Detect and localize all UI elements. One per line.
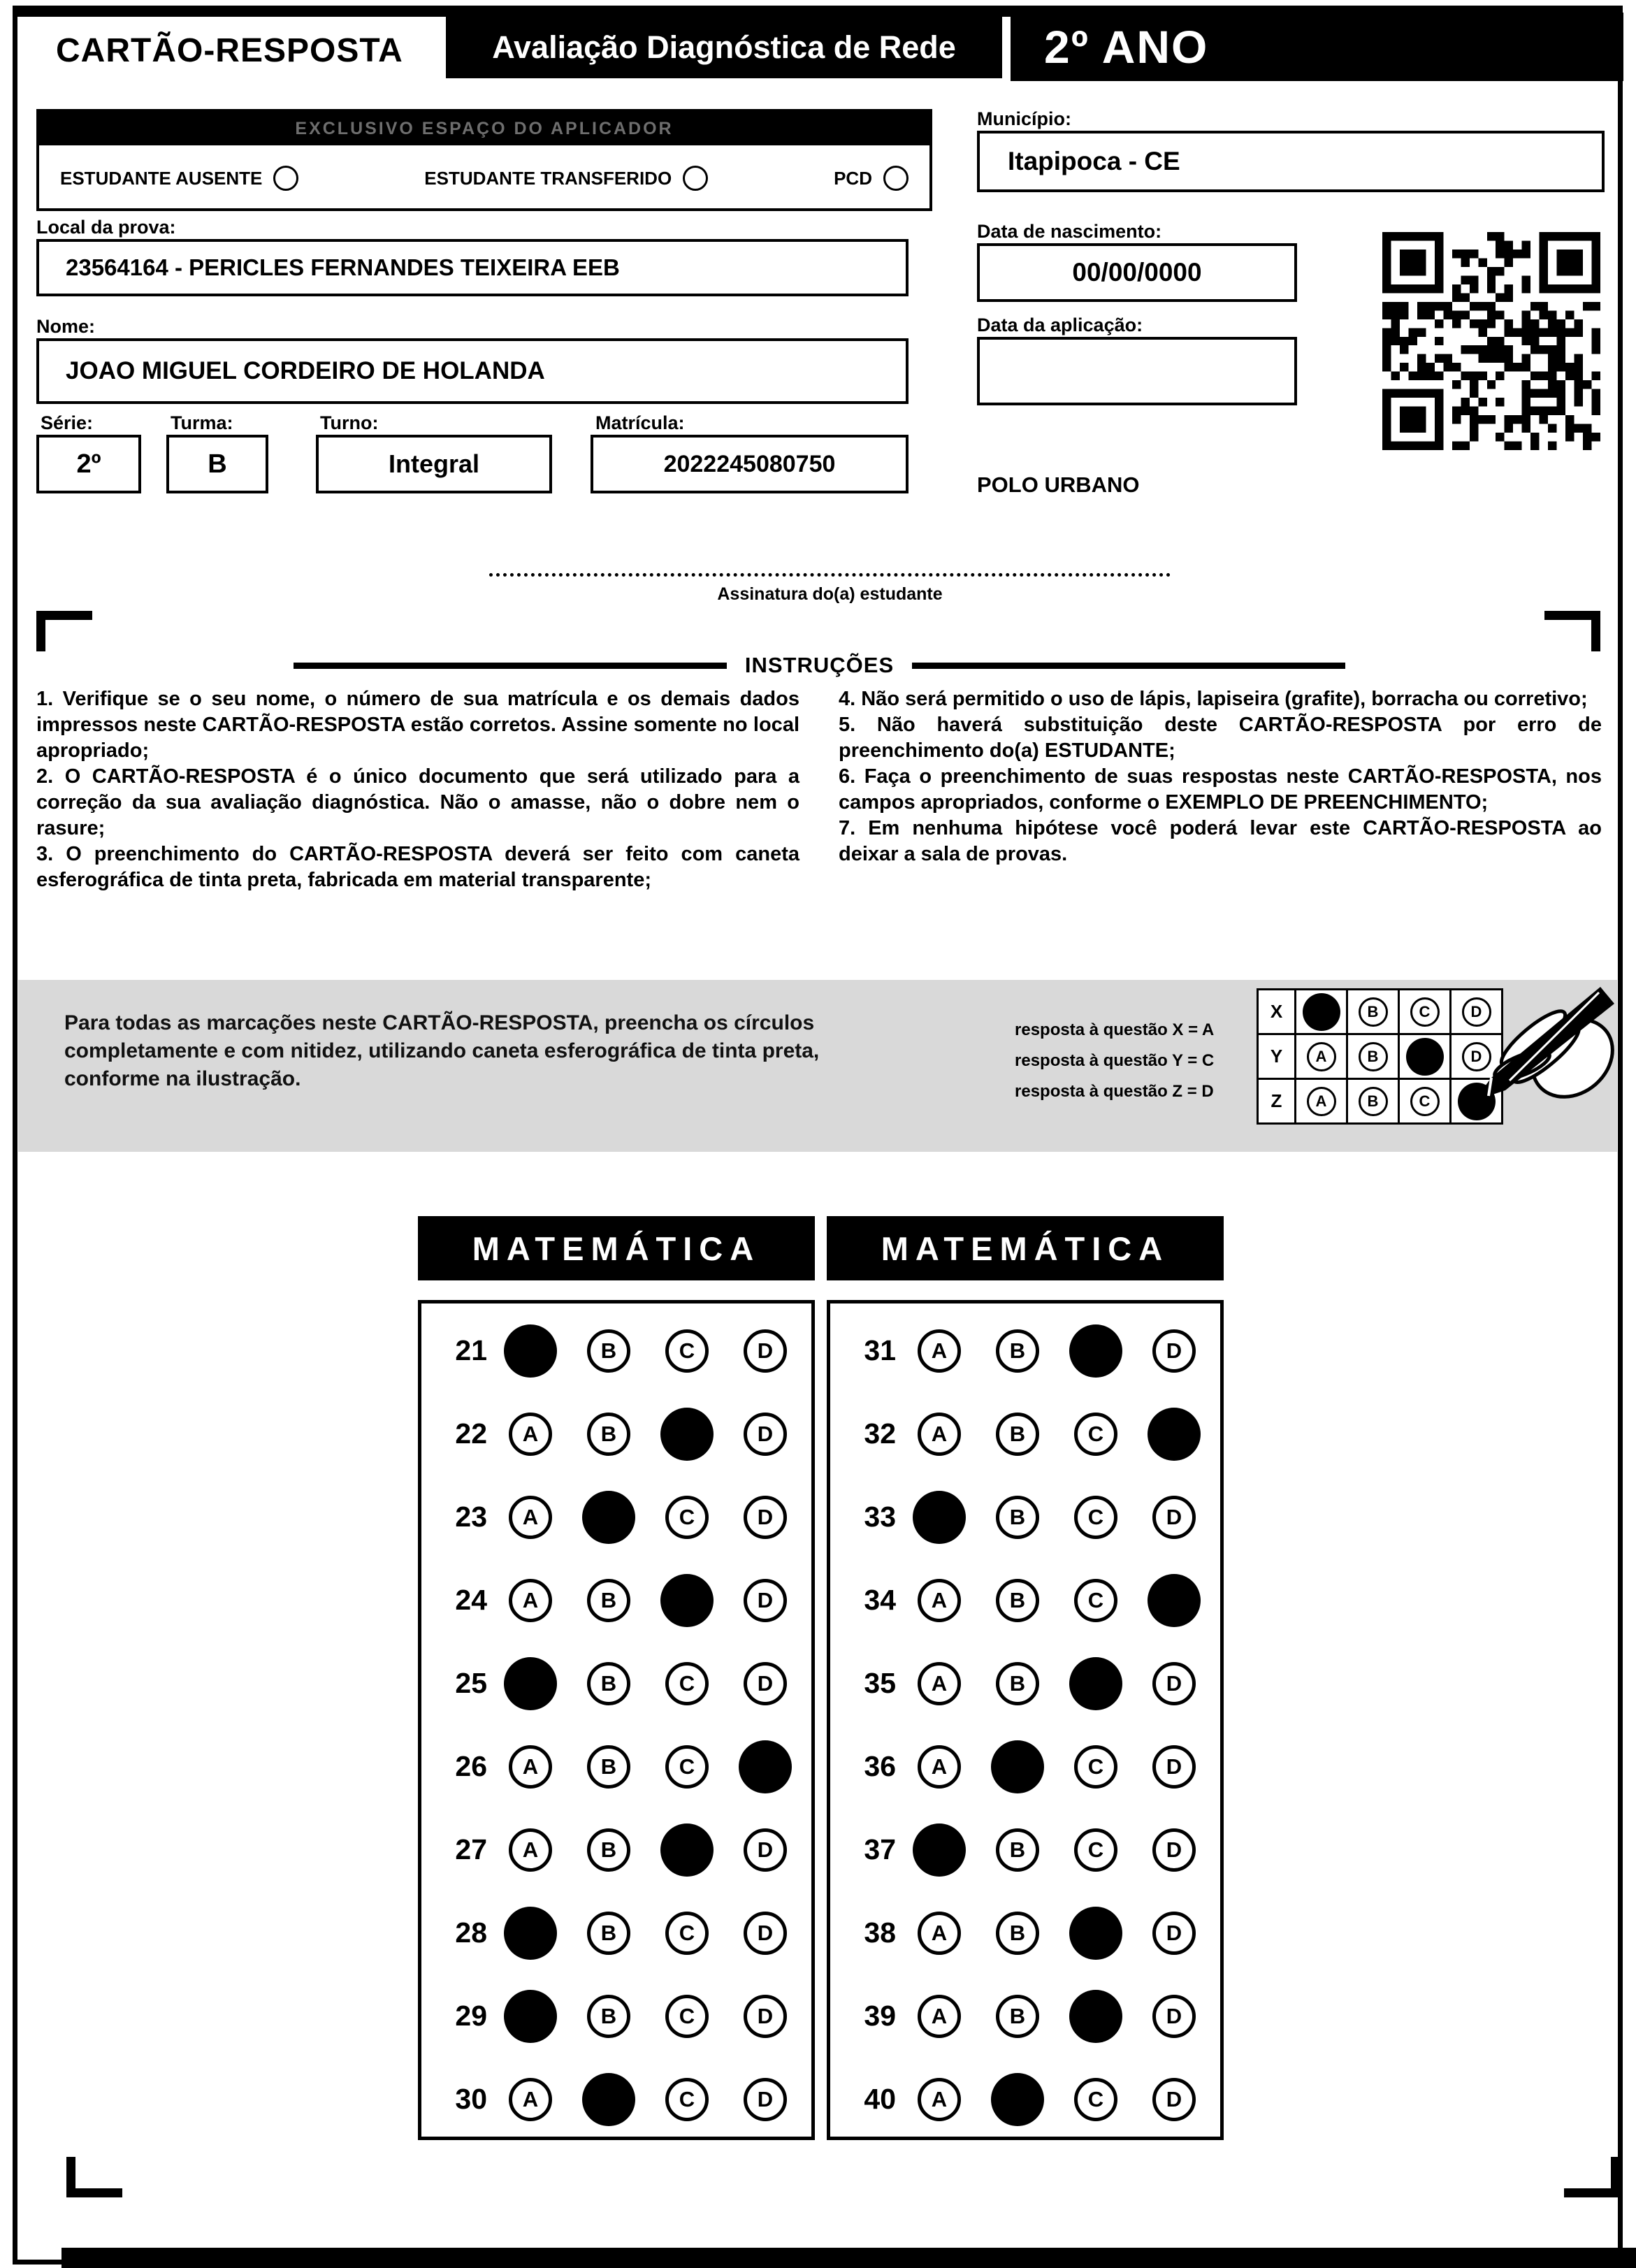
answer-bubble-b[interactable]: B: [996, 1995, 1039, 2038]
bubble-slot: [978, 1413, 1057, 1456]
bubble-slot: [648, 1329, 726, 1373]
question-number: 38: [864, 1916, 896, 1949]
answer-bubble-c[interactable]: [660, 1408, 714, 1461]
bubble-slot: [491, 1907, 570, 1960]
example-bubble-a: [1303, 993, 1340, 1031]
bubble-slot: [978, 1579, 1057, 1622]
estudante-ausente-radio[interactable]: [273, 166, 298, 191]
question-number: 27: [455, 1833, 487, 1865]
question-row: [830, 1642, 1220, 1725]
bubble-slot: [491, 1990, 570, 2043]
applicator-section: [36, 109, 932, 211]
divider-line: [294, 663, 727, 669]
question-number: 36: [864, 1750, 896, 1782]
bubble-slot: [726, 1995, 804, 2038]
answer-bubble-d[interactable]: D: [1152, 1828, 1196, 1872]
turno-label: Turno:: [320, 412, 379, 433]
example-legend: [1015, 1015, 1214, 1107]
example-bubble-a: A: [1307, 1087, 1336, 1116]
answer-bubble-a[interactable]: [913, 1823, 966, 1877]
signature-line[interactable]: [489, 573, 1171, 577]
question-row: [830, 1891, 1220, 1974]
bubble-slot: [900, 1329, 978, 1373]
answer-bubble-b[interactable]: [991, 2073, 1044, 2126]
bubble-slot: [1135, 2078, 1213, 2121]
bubble-slot: [1057, 1828, 1135, 1872]
answer-bubble-d[interactable]: D: [1152, 1496, 1196, 1539]
answer-bubble-c[interactable]: C: [1074, 1828, 1117, 1872]
bubble-slot: [648, 1662, 726, 1705]
bubble-slot: [1057, 1907, 1135, 1960]
bubble-slot: [726, 1329, 804, 1373]
question-number: 26: [455, 1750, 487, 1782]
answer-bubble-d[interactable]: D: [1152, 1745, 1196, 1789]
instructions-right: [839, 686, 1602, 867]
example-bubble-a: A: [1307, 1042, 1336, 1071]
bubble-slot: [570, 1995, 648, 2038]
answer-bubble-a[interactable]: A: [509, 1828, 552, 1872]
option-estudante-transferido: [424, 166, 708, 191]
answer-bubble-a[interactable]: A: [509, 1745, 552, 1789]
answer-bubble-b[interactable]: B: [996, 1413, 1039, 1456]
aplicacao-label: Data da aplicação:: [977, 315, 1143, 335]
question-row: [421, 1392, 811, 1475]
answer-bubble-b[interactable]: B: [996, 1579, 1039, 1622]
question-number: 35: [864, 1667, 896, 1699]
legend-line: resposta à questão Y = C: [1015, 1051, 1215, 1070]
answer-bubble-d[interactable]: D: [744, 1579, 787, 1622]
bubble-slot: [1057, 1745, 1135, 1789]
qr-code: [1382, 232, 1600, 450]
question-row: [421, 2058, 811, 2141]
answer-bubble-d[interactable]: [739, 1740, 792, 1793]
answer-bubble-a[interactable]: A: [509, 1413, 552, 1456]
bubble-slot: [1057, 1579, 1135, 1622]
answer-bubble-d[interactable]: D: [1152, 1912, 1196, 1955]
bubble-slot: [978, 1912, 1057, 1955]
turno-box: Integral: [316, 435, 552, 493]
answer-bubble-c[interactable]: [1069, 1990, 1122, 2043]
question-number: 34: [864, 1584, 896, 1616]
question-number: 37: [864, 1833, 896, 1865]
crop-mark-top-right: [1544, 611, 1600, 651]
question-number: 39: [864, 2000, 896, 2032]
example-cell: [1347, 1079, 1399, 1124]
bubble-slot: [1135, 1828, 1213, 1872]
option-estudante-ausente: [60, 166, 298, 191]
question-number: 25: [455, 1667, 487, 1699]
polo-label: POLO URBANO: [977, 472, 1140, 497]
answer-bubble-b[interactable]: B: [587, 1662, 630, 1705]
bubble-slot: [726, 1413, 804, 1456]
question-row: [421, 1808, 811, 1891]
answer-bubble-a[interactable]: [913, 1491, 966, 1544]
bubble-slot: [900, 1823, 978, 1877]
question-row: [830, 2058, 1220, 2141]
answer-bubble-d[interactable]: D: [744, 1413, 787, 1456]
answer-bubble-a[interactable]: A: [509, 1496, 552, 1539]
example-bubble-b: B: [1359, 1087, 1388, 1116]
bubble-slot: [900, 1745, 978, 1789]
bubble-slot: [900, 1491, 978, 1544]
nascimento-box: 00/00/0000: [977, 243, 1297, 302]
answer-bubble-a[interactable]: A: [918, 1745, 961, 1789]
bubble-slot: [491, 1579, 570, 1622]
answer-bubble-b[interactable]: B: [996, 1496, 1039, 1539]
bubble-slot: [570, 1828, 648, 1872]
bubble-slot: [978, 1496, 1057, 1539]
bubble-slot: [491, 1496, 570, 1539]
option-label: ESTUDANTE TRANSFERIDO: [424, 167, 672, 189]
example-text: Para todas as marcações neste CARTÃO-RESPOSTA, preencha os círculos completamente e com nitidez, utilizando caneta esferográfica de tinta preta, conforme na ilustração.: [64, 1011, 820, 1090]
question-number: 28: [455, 1916, 487, 1949]
hand-pen-icon: [1427, 976, 1623, 1129]
bubble-slot: [1057, 1413, 1135, 1456]
legend-line: resposta à questão Z = D: [1015, 1082, 1214, 1101]
example-bubble-d: D: [1462, 1042, 1491, 1071]
bubble-slot: [1057, 1990, 1135, 2043]
question-row: [421, 1974, 811, 2058]
bubble-slot: [1135, 1995, 1213, 2038]
bubble-slot: [726, 1912, 804, 1955]
bubble-slot: [978, 1662, 1057, 1705]
applicator-options: [39, 145, 929, 211]
bubble-slot: [648, 1912, 726, 1955]
turma-box: B: [166, 435, 268, 493]
example-cell: [1347, 1034, 1399, 1079]
answer-bubble-c[interactable]: [660, 1823, 714, 1877]
question-row: [421, 1891, 811, 1974]
aplicacao-box[interactable]: [977, 337, 1297, 405]
bubble-slot: [648, 1995, 726, 2038]
nascimento-label: Data de nascimento:: [977, 221, 1162, 242]
answer-bubble-a[interactable]: A: [918, 1662, 961, 1705]
answer-bubble-c[interactable]: C: [665, 1329, 709, 1373]
answer-bubble-a[interactable]: A: [918, 1995, 961, 2038]
bubble-slot: [570, 1662, 648, 1705]
question-row: [421, 1725, 811, 1808]
bubble-slot: [978, 1995, 1057, 2038]
answer-bubble-d[interactable]: D: [744, 1662, 787, 1705]
bubble-slot: [1135, 1912, 1213, 1955]
answer-grid-2: [827, 1300, 1224, 2140]
section-title-2: MATEMÁTICA: [827, 1216, 1224, 1280]
local-box: 23564164 - PERICLES FERNANDES TEIXEIRA EEB: [36, 239, 909, 296]
bubble-slot: [570, 1579, 648, 1622]
bubble-slot: [648, 2078, 726, 2121]
estudante-transferido-radio[interactable]: [683, 166, 708, 191]
example-cell: [1296, 990, 1347, 1034]
instructions-header: [294, 653, 1345, 678]
answer-bubble-c[interactable]: [1069, 1324, 1122, 1378]
question-row: [421, 1309, 811, 1392]
answer-bubble-a[interactable]: [504, 1990, 557, 2043]
answer-bubble-b[interactable]: B: [587, 1329, 630, 1373]
municipio-box: Itapipoca - CE: [977, 131, 1605, 192]
signature-label: Assinatura do(a) estudante: [717, 584, 943, 604]
legend-line: resposta à questão X = A: [1015, 1020, 1215, 1039]
local-label: Local da prova:: [36, 217, 176, 238]
answer-bubble-d[interactable]: D: [744, 1828, 787, 1872]
example-cell: [1347, 990, 1399, 1034]
bubble-slot: [1135, 1496, 1213, 1539]
answer-bubble-b[interactable]: B: [587, 1579, 630, 1622]
crop-mark-bottom-left: [66, 2157, 122, 2197]
answer-bubble-d[interactable]: D: [744, 1912, 787, 1955]
answer-bubble-d[interactable]: D: [744, 1995, 787, 2038]
bubble-slot: [491, 2078, 570, 2121]
option-label: ESTUDANTE AUSENTE: [60, 167, 263, 189]
question-row: [421, 1475, 811, 1559]
bubble-slot: [648, 1574, 726, 1627]
answer-bubble-a[interactable]: [504, 1657, 557, 1710]
bubble-slot: [570, 1912, 648, 1955]
answer-bubble-a[interactable]: A: [509, 1579, 552, 1622]
instruction-item: 7. Em nenhuma hipótese você poderá levar este CARTÃO-RESPOSTA ao deixar a sala de provas.: [839, 817, 1602, 865]
answer-bubble-b[interactable]: B: [996, 1912, 1039, 1955]
answer-bubble-a[interactable]: A: [918, 1413, 961, 1456]
bubble-slot: [900, 1579, 978, 1622]
bubble-slot: [978, 1828, 1057, 1872]
answer-bubble-d[interactable]: D: [744, 1329, 787, 1373]
question-number: 21: [455, 1334, 487, 1366]
bubble-slot: [726, 1828, 804, 1872]
bubble-slot: [491, 1745, 570, 1789]
bubble-slot: [1135, 1574, 1213, 1627]
matricula-box: 2022245080750: [591, 435, 909, 493]
hand-shape: [1491, 1004, 1623, 1113]
answer-bubble-d[interactable]: [1148, 1408, 1201, 1461]
question-row: [421, 1642, 811, 1725]
bubble-slot: [726, 1496, 804, 1539]
instruction-item: 4. Não será permitido o uso de lápis, lapiseira (grafite), borracha ou corretivo;: [839, 688, 1588, 710]
bubble-slot: [1057, 1496, 1135, 1539]
question-number: 23: [455, 1501, 487, 1533]
bubble-slot: [1135, 1745, 1213, 1789]
answer-bubble-c[interactable]: C: [1074, 2078, 1117, 2121]
question-row: [830, 1475, 1220, 1559]
assessment-name: Avaliação Diagnóstica de Rede: [446, 17, 1002, 78]
answer-bubble-d[interactable]: D: [1152, 1995, 1196, 2038]
instruction-item: 6. Faça o preenchimento de suas respostas neste CARTÃO-RESPOSTA, nos campos apropriados, conforme o EXEMPLO DE PREENCHIMENTO;: [839, 765, 1602, 814]
question-number: 31: [864, 1334, 896, 1366]
instruction-item: 1. Verifique se o seu nome, o número de sua matrícula e os demais dados impressos neste CARTÃO-RESPOSTA estão corretos. Assine somente no local apropriado;: [36, 688, 799, 762]
divider-line: [912, 663, 1345, 669]
example-bubble-b: B: [1359, 997, 1388, 1027]
answer-bubble-a[interactable]: A: [918, 1579, 961, 1622]
instructions-left: [36, 686, 799, 893]
question-row: [830, 1392, 1220, 1475]
example-bubble-c: C: [1410, 997, 1440, 1027]
bubble-slot: [570, 1491, 648, 1544]
bubble-slot: [1057, 2078, 1135, 2121]
bubble-slot: [978, 2073, 1057, 2126]
example-bubble-b: B: [1359, 1042, 1388, 1071]
answer-bubble-c[interactable]: [1069, 1657, 1122, 1710]
option-pcd: [834, 166, 909, 191]
instruction-item: 5. Não haverá substituição deste CARTÃO-RESPOSTA por erro de preenchimento do(a) ESTUDANTE;: [839, 714, 1602, 762]
question-number: 24: [455, 1584, 487, 1616]
answer-bubble-b[interactable]: B: [996, 1828, 1039, 1872]
bubble-slot: [900, 1995, 978, 2038]
answer-bubble-b[interactable]: B: [587, 1745, 630, 1789]
answer-bubble-a[interactable]: A: [918, 1329, 961, 1373]
example-row-label: Z: [1258, 1079, 1296, 1124]
question-number: 32: [864, 1417, 896, 1450]
bubble-slot: [570, 2073, 648, 2126]
answer-grid-1: [418, 1300, 815, 2140]
answer-bubble-b[interactable]: B: [587, 1995, 630, 2038]
nome-box: JOAO MIGUEL CORDEIRO DE HOLANDA: [36, 338, 909, 404]
example-cell: [1296, 1034, 1347, 1079]
bubble-slot: [1057, 1324, 1135, 1378]
answer-bubble-a[interactable]: [504, 1324, 557, 1378]
answer-bubble-d[interactable]: D: [1152, 1662, 1196, 1705]
question-row: [830, 1725, 1220, 1808]
answer-bubble-a[interactable]: A: [918, 1912, 961, 1955]
nome-label: Nome:: [36, 316, 96, 337]
question-row: [830, 1309, 1220, 1392]
answer-bubble-a[interactable]: [504, 1907, 557, 1960]
answer-bubble-c[interactable]: C: [1074, 1496, 1117, 1539]
answer-bubble-d[interactable]: D: [744, 2078, 787, 2121]
question-row: [830, 1974, 1220, 2058]
bubble-slot: [648, 1745, 726, 1789]
answer-bubble-b[interactable]: B: [587, 1912, 630, 1955]
bubble-slot: [726, 1662, 804, 1705]
bubble-slot: [491, 1657, 570, 1710]
answer-bubble-c[interactable]: C: [665, 1912, 709, 1955]
bubble-slot: [570, 1745, 648, 1789]
answer-bubble-c[interactable]: C: [665, 1662, 709, 1705]
grade-badge: 2º ANO: [1011, 13, 1623, 81]
answer-bubble-d[interactable]: D: [1152, 2078, 1196, 2121]
bubble-slot: [726, 2078, 804, 2121]
example-bubble-d: D: [1462, 997, 1491, 1027]
example-row-label: X: [1258, 990, 1296, 1034]
crop-mark-bottom-right: [1564, 2157, 1620, 2197]
example-bubble-c: C: [1410, 1087, 1440, 1116]
bubble-slot: [900, 1662, 978, 1705]
question-number: 33: [864, 1501, 896, 1533]
bubble-slot: [726, 1579, 804, 1622]
bubble-slot: [570, 1413, 648, 1456]
answer-bubble-b[interactable]: B: [996, 1329, 1039, 1373]
answer-bubble-c[interactable]: C: [1074, 1579, 1117, 1622]
section-title-1: MATEMÁTICA: [418, 1216, 815, 1280]
form-title: CARTÃO-RESPOSTA: [56, 32, 403, 69]
question-number: 22: [455, 1417, 487, 1450]
answer-bubble-c[interactable]: C: [665, 2078, 709, 2121]
bubble-slot: [491, 1324, 570, 1378]
crop-mark-top-left: [36, 611, 92, 651]
question-row: [830, 1808, 1220, 1891]
serie-box: 2º: [36, 435, 141, 493]
question-number: 29: [455, 2000, 487, 2032]
answer-bubble-c[interactable]: [1069, 1907, 1122, 1960]
option-label: PCD: [834, 167, 872, 189]
answer-bubble-c[interactable]: C: [665, 1745, 709, 1789]
instruction-item: 2. O CARTÃO-RESPOSTA é o único documento que será utilizado para a correção da sua avaliação diagnóstica. Não o amasse, não o dobre nem o rasure;: [36, 765, 799, 839]
answer-bubble-b[interactable]: [582, 1491, 635, 1544]
example-cell: [1296, 1079, 1347, 1124]
turma-label: Turma:: [171, 412, 233, 433]
bubble-slot: [1135, 1408, 1213, 1461]
answer-bubble-b[interactable]: B: [996, 1662, 1039, 1705]
bubble-slot: [900, 2078, 978, 2121]
bubble-slot: [648, 1823, 726, 1877]
answer-bubble-b[interactable]: B: [587, 1828, 630, 1872]
answer-bubble-c[interactable]: C: [665, 1995, 709, 2038]
bubble-slot: [900, 1912, 978, 1955]
bubble-slot: [648, 1496, 726, 1539]
bubble-slot: [900, 1413, 978, 1456]
pcd-radio[interactable]: [883, 166, 909, 191]
bubble-slot: [726, 1740, 804, 1793]
bubble-slot: [1135, 1662, 1213, 1705]
instruction-item: 3. O preenchimento do CARTÃO-RESPOSTA deverá ser feito com caneta esferográfica de tinta preta, fabricada em material transparente;: [36, 843, 799, 891]
question-number: 40: [864, 2083, 896, 2115]
answer-bubble-d[interactable]: D: [744, 1496, 787, 1539]
bubble-slot: [570, 1329, 648, 1373]
bubble-slot: [491, 1828, 570, 1872]
bubble-slot: [648, 1408, 726, 1461]
answer-bubble-a[interactable]: A: [509, 2078, 552, 2121]
answer-bubble-c[interactable]: C: [665, 1496, 709, 1539]
bottom-edge-bar: [61, 2248, 1636, 2268]
bubble-slot: [978, 1740, 1057, 1793]
answer-bubble-d[interactable]: D: [1152, 1329, 1196, 1373]
matricula-label: Matrícula:: [595, 412, 685, 433]
answer-bubble-b[interactable]: [582, 2073, 635, 2126]
bubble-slot: [978, 1329, 1057, 1373]
instructions-title: INSTRUÇÕES: [744, 653, 895, 677]
answer-bubble-d[interactable]: [1148, 1574, 1201, 1627]
applicator-bar-title: EXCLUSIVO ESPAÇO DO APLICADOR: [39, 112, 929, 145]
answer-bubble-c[interactable]: [660, 1574, 714, 1627]
bubble-slot: [1057, 1657, 1135, 1710]
answer-bubble-b[interactable]: B: [587, 1413, 630, 1456]
question-row: [830, 1559, 1220, 1642]
bubble-slot: [491, 1413, 570, 1456]
question-row: [421, 1559, 811, 1642]
answer-bubble-c[interactable]: C: [1074, 1745, 1117, 1789]
answer-bubble-c[interactable]: C: [1074, 1413, 1117, 1456]
answer-bubble-b[interactable]: [991, 1740, 1044, 1793]
example-row-label: Y: [1258, 1034, 1296, 1079]
question-number: 30: [455, 2083, 487, 2115]
municipio-label: Município:: [977, 108, 1071, 129]
answer-bubble-a[interactable]: A: [918, 2078, 961, 2121]
bubble-slot: [1135, 1329, 1213, 1373]
serie-label: Série:: [41, 412, 94, 433]
